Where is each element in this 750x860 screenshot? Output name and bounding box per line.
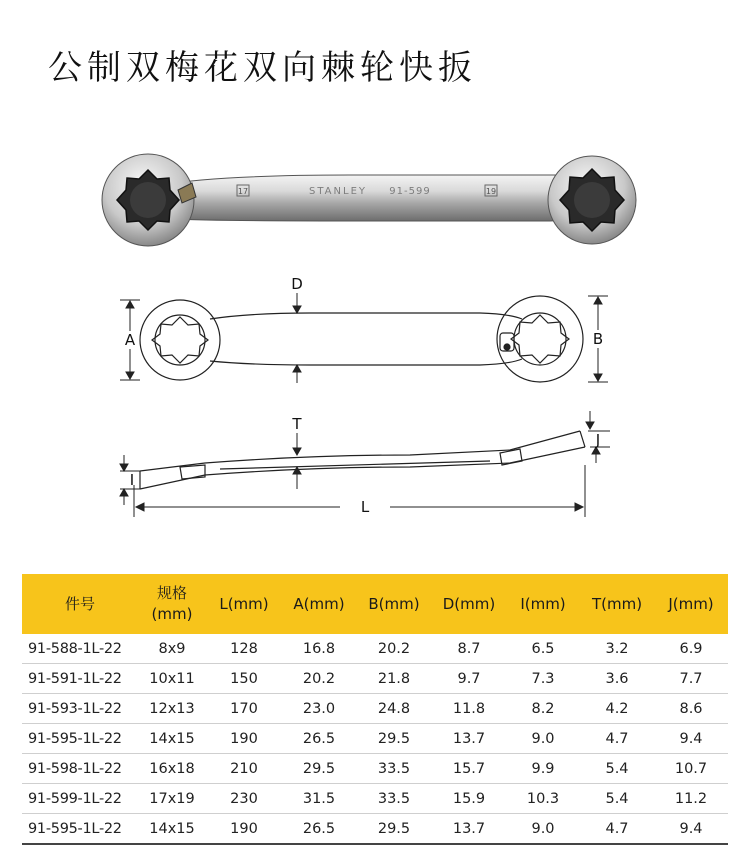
table-row — [22, 694, 728, 724]
table-cell: 15.9 — [432, 784, 506, 814]
table-cell: 230 — [206, 784, 282, 814]
column-header-label: T(mm) — [591, 594, 643, 613]
size-right-mark: 19 — [485, 187, 497, 196]
table-row — [22, 724, 728, 754]
page-title: 公制双梅花双向棘轮快扳 — [48, 48, 477, 88]
column-header-label: J(mm) — [668, 594, 714, 613]
dim-D-label: D — [291, 275, 303, 293]
column-header-label: D(mm) — [442, 594, 496, 613]
dim-A-label: A — [124, 331, 136, 349]
column-header-label: B(mm) — [368, 594, 420, 613]
table-cell: 13.7 — [432, 814, 506, 845]
dim-L-label: L — [360, 498, 370, 516]
part-number-cell: 91-598-1L-22 — [22, 754, 138, 784]
table-cell: 170 — [206, 694, 282, 724]
table-cell: 26.5 — [282, 814, 356, 845]
column-header — [432, 574, 506, 634]
table-cell: 33.5 — [356, 754, 432, 784]
part-number-cell: 91-599-1L-22 — [22, 784, 138, 814]
table-cell: 5.4 — [580, 784, 654, 814]
side-view-diagram — [110, 405, 620, 525]
table-header-row — [22, 574, 728, 634]
table-cell: 3.6 — [580, 664, 654, 694]
top-view-diagram — [110, 275, 620, 385]
dim-J-label: J — [595, 431, 601, 449]
table-cell: 17x19 — [138, 784, 206, 814]
table-cell: 20.2 — [356, 634, 432, 664]
table-cell: 9.0 — [506, 724, 580, 754]
table-cell: 33.5 — [356, 784, 432, 814]
table-cell: 150 — [206, 664, 282, 694]
part-number-cell: 91-591-1L-22 — [22, 664, 138, 694]
table-cell: 8.7 — [432, 634, 506, 664]
table-row — [22, 664, 728, 694]
dim-B-label: B — [592, 330, 604, 348]
table-cell: 24.8 — [356, 694, 432, 724]
table-cell: 12x13 — [138, 694, 206, 724]
table-cell: 9.7 — [432, 664, 506, 694]
table-cell: 31.5 — [282, 784, 356, 814]
spec-table — [22, 574, 728, 845]
table-cell: 8x9 — [138, 634, 206, 664]
table-cell: 23.0 — [282, 694, 356, 724]
table-cell: 9.4 — [654, 814, 728, 845]
table-cell: 128 — [206, 634, 282, 664]
table-cell: 4.7 — [580, 814, 654, 845]
column-header — [506, 574, 580, 634]
table-cell: 4.7 — [580, 724, 654, 754]
table-cell: 16x18 — [138, 754, 206, 784]
column-header — [580, 574, 654, 634]
table-cell: 210 — [206, 754, 282, 784]
column-header — [206, 574, 282, 634]
table-cell: 3.2 — [580, 634, 654, 664]
wrench-photo — [100, 145, 640, 255]
table-cell: 20.2 — [282, 664, 356, 694]
table-cell: 8.6 — [654, 694, 728, 724]
part-number-cell: 91-595-1L-22 — [22, 724, 138, 754]
table-row — [22, 754, 728, 784]
column-header-unit: (mm) — [151, 605, 193, 623]
table-cell: 21.8 — [356, 664, 432, 694]
table-cell: 11.8 — [432, 694, 506, 724]
table-cell: 190 — [206, 724, 282, 754]
model-mark: 91-599 — [389, 186, 431, 197]
table-cell: 7.3 — [506, 664, 580, 694]
dim-T-label: T — [292, 415, 302, 433]
table-cell: 4.2 — [580, 694, 654, 724]
part-number-cell: 91-588-1L-22 — [22, 634, 138, 664]
table-cell: 10.3 — [506, 784, 580, 814]
table-cell: 14x15 — [138, 724, 206, 754]
table-cell: 6.9 — [654, 634, 728, 664]
table-cell: 8.2 — [506, 694, 580, 724]
table-cell: 9.9 — [506, 754, 580, 784]
column-header — [654, 574, 728, 634]
dim-I-label: I — [129, 471, 135, 489]
part-number-cell: 91-593-1L-22 — [22, 694, 138, 724]
table-cell: 16.8 — [282, 634, 356, 664]
size-left-mark: 17 — [237, 187, 249, 196]
table-cell: 9.4 — [654, 724, 728, 754]
table-cell: 9.0 — [506, 814, 580, 845]
column-header-label: I(mm) — [520, 594, 566, 613]
column-header-label: 规格 — [156, 584, 187, 602]
table-cell: 29.5 — [356, 724, 432, 754]
table-row — [22, 784, 728, 814]
table-cell: 26.5 — [282, 724, 356, 754]
table-cell: 10.7 — [654, 754, 728, 784]
table-cell: 190 — [206, 814, 282, 845]
table-cell: 15.7 — [432, 754, 506, 784]
table-cell: 11.2 — [654, 784, 728, 814]
column-header-label: 件号 — [64, 594, 95, 613]
table-cell: 6.5 — [506, 634, 580, 664]
table-row — [22, 814, 728, 845]
column-header — [138, 574, 206, 634]
table-cell: 13.7 — [432, 724, 506, 754]
table-cell: 14x15 — [138, 814, 206, 845]
brand-mark: STANLEY — [309, 186, 367, 197]
column-header — [282, 574, 356, 634]
column-header-label: L(mm) — [219, 594, 269, 613]
table-body — [22, 634, 728, 844]
part-number-cell: 91-595-1L-22 — [22, 814, 138, 845]
table-cell: 10x11 — [138, 664, 206, 694]
column-header-label: A(mm) — [293, 594, 345, 613]
table-cell: 29.5 — [282, 754, 356, 784]
table-cell: 29.5 — [356, 814, 432, 845]
table-cell: 5.4 — [580, 754, 654, 784]
table-row — [22, 634, 728, 664]
column-header — [356, 574, 432, 634]
column-header — [22, 574, 138, 634]
table-cell: 7.7 — [654, 664, 728, 694]
